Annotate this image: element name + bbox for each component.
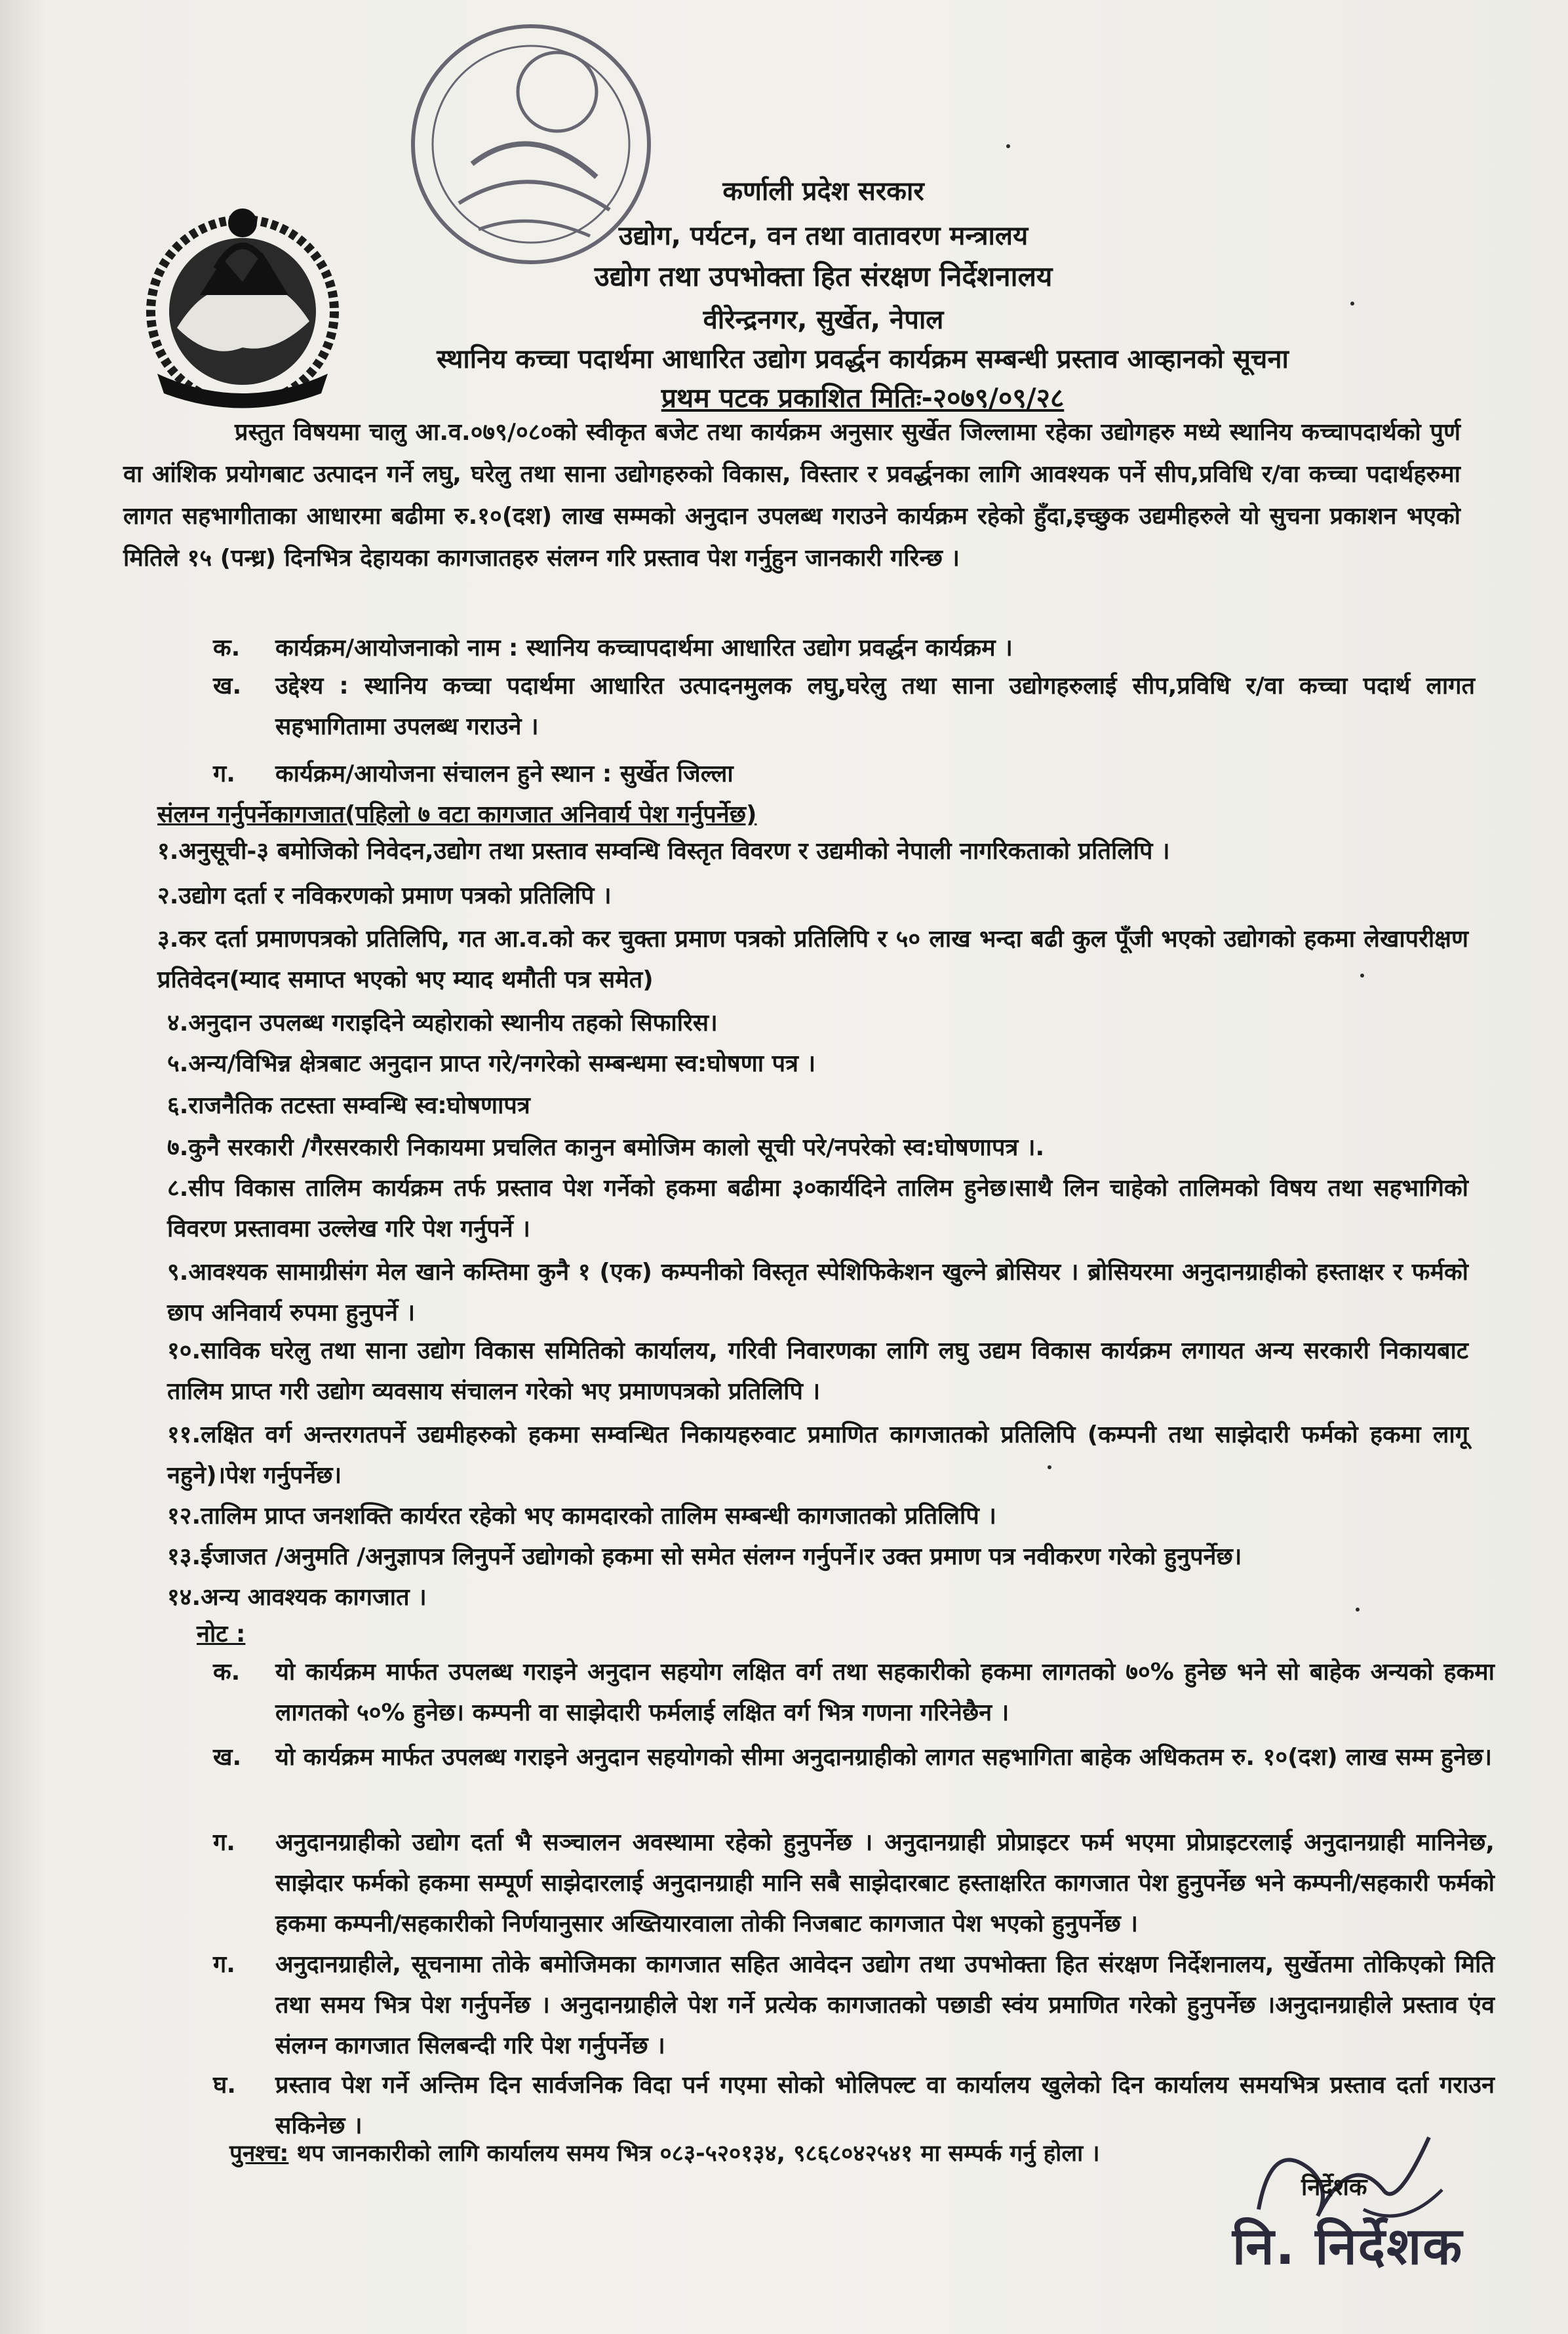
note-item: [213, 1737, 1495, 1778]
document-item: ९.आवश्यक सामाग्रीसंग मेल खाने कम्तिमा कुनै १ (एक) कम्पनीको विस्तृत स्पेशिफिकेशन खुल्ने ब्रोसियर । ब्रोसियरमा अनुदानग्राहीको हस्ताक्षर र फर्मको छाप अनिवार्य रुपमा हुनुपर्ने ।: [167, 1259, 1468, 1326]
office-address: वीरेन्द्रनगर, सुर्खेत, नेपाल: [703, 305, 944, 335]
scan-speck: [1048, 1465, 1051, 1469]
documents-heading: संलग्न गर्नुपर्नेकागजात(पहिलो ७ वटा कागजात अनिवार्य पेश गर्नुपर्नेछ): [157, 801, 757, 828]
note-item-text: अनुदानग्राहीको उद्योग दर्ता भै सञ्चालन अवस्थामा रहेको हुनुपर्नेछ । अनुदानग्राही प्रोप्राइटर फर्म भएमा प्रोप्राइटरलाई अनुदानग्राही मानिनेछ, साझेदार फर्मको हकमा सम्पूर्ण साझेदारलाई अनुदानग्राही मानि सबै साझेदारबाट हस्ताक्षरित कागजात पेश हुनुपर्नेछ भने कम्पनी/सहकारी फर्मको हकमा कम्पनी/सहकारीको निर्णयानुसार अख्तियारवाला तोकी निजबाट कागजात पेश भएको हुनुपर्नेछ ।: [275, 1829, 1495, 1937]
document-item: १४.अन्य आवश्यक कागजात ।: [167, 1584, 427, 1611]
note-item: [213, 1652, 1495, 1733]
intro-paragraph: प्रस्तुत विषयमा चालु आ.व.०७९/०८०को स्वीकृत बजेट तथा कार्यक्रम अनुसार सुर्खेत जिल्लामा रहेका उद्योगहरु मध्ये स्थानिय कच्चापदार्थको पुर्ण वा आंशिक प्रयोगबाट उत्पादन गर्ने लघु, घरेलु तथा साना उद्योगहरुको विकास, विस्तार र प्रवर्द्धनका लागि आवश्यक पर्ने सीप,प्रविधि र/वा कच्चा पदार्थहरुमा लागत सहभागीताका आधारमा बढीमा रु.१०(दश) लाख सम्मको अनुदान उपलब्ध गराउने कार्यक्रम रहेको हुँदा,इच्छुक उद्यमीहरुले यो सुचना प्रकाशन भएको मितिले १५ (पन्ध्र) दिनभित्र देहायका कागजातहरु संलग्न गरि प्रस्ताव पेश गर्नुहुन जानकारी गरिन्छ ।: [123, 419, 1460, 572]
program-item-label: ग.: [213, 761, 235, 787]
notice-subject: स्थानिय कच्चा पदार्थमा आधारित उद्योग प्रवर्द्धन कार्यक्रम सम्बन्धी प्रस्ताव आव्हानको सूचना: [437, 344, 1289, 374]
note-heading: नोट :: [197, 1621, 246, 1648]
directorate-name: उद्योग तथा उपभोक्ता हित संरक्षण निर्देशनालय: [594, 260, 1053, 292]
document-item: १०.साविक घरेलु तथा साना उद्योग विकास समितिको कार्यालय, गरिवी निवारणका लागि लघु उद्यम विकास कार्यक्रम लगायत अन्य सरकारी निकायबाट तालिम प्राप्त गरी उद्योग व्यवसाय संचालन गरेको भए प्रमाणपत्रको प्रतिलिपि ।: [167, 1337, 1468, 1405]
document-item: ३.कर दर्ता प्रमाणपत्रको प्रतिलिपि, गत आ.व.को कर चुक्ता प्रमाण पत्रको प्रतिलिपि र ५० लाख भन्दा बढी कुल पूँजी भएको उद्योगको हकमा लेखापरीक्षण प्रतिवेदन(म्याद समाप्त भएको भए म्याद थमौती पत्र समेत): [157, 926, 1468, 993]
note-item: [213, 1823, 1495, 1945]
note-item-label: ग.: [213, 1951, 235, 1978]
program-item-text: उद्देश्य : स्थानिय कच्चा पदार्थमा आधारित उत्पादनमुलक लघु,घरेलु तथा साना उद्योगहरुलाई सीप,प्रविधि र/वा कच्चा पदार्थ लागत सहभागितामा उपलब्ध गराउने ।: [275, 673, 1475, 740]
ministry-name: उद्योग, पर्यटन, वन तथा वातावरण मन्त्रालय: [618, 221, 1029, 251]
program-item-label: ख.: [213, 673, 242, 700]
scan-speck: [1356, 1608, 1360, 1612]
scan-speck: [1360, 974, 1364, 978]
footer-note: [229, 2133, 1278, 2174]
program-item: [213, 754, 1475, 795]
scan-speck: [1006, 144, 1010, 148]
program-item: [213, 666, 1475, 747]
signatory-stamp: नि. निर्देशक: [1232, 2217, 1464, 2276]
note-item-text: यो कार्यक्रम मार्फत उपलब्ध गराइने अनुदान सहयोगको सीमा अनुदानग्राहीको लागत सहभागिता बाहेक अधिकतम रु. १०(दश) लाख सम्म हुनेछ।: [275, 1744, 1492, 1771]
document-item: १.अनुसूची-३ बमोजिको निवेदन,उद्योग तथा प्रस्ताव सम्वन्धि विस्तृत विवरण र उद्यमीको नेपाली नागरिकताको प्रतिलिपि ।: [157, 838, 1170, 865]
note-item-label: घ.: [213, 2072, 236, 2099]
note-item-text: अनुदानग्राहीले, सूचनामा तोके बमोजिमका कागजात सहित आवेदन उद्योग तथा उपभोक्ता हित संरक्षण निर्देशनालय, सुर्खेतमा तोकिएको मिति तथा समय भित्र पेश गर्नुपर्नेछ । अनुदानग्राहीले पेश गर्ने प्रत्येक कागजातको पछाडी स्वंय प्रमाणित गरेको हुनुपर्नेछ ।अनुदानग्राहीले प्रस्ताव एंव संलग्न कागजात सिलबन्दी गरि पेश गर्नुपर्नेछ ।: [275, 1951, 1495, 2059]
program-item-label: क.: [213, 635, 241, 662]
publish-date: प्रथम पटक प्रकाशित मितिः-२०७९/०९/२८: [661, 382, 1065, 414]
document-item: ११.लक्षित वर्ग अन्तरगतपर्ने उद्यमीहरुको हकमा सम्वन्धित निकायहरुवाट प्रमाणित कागजातको प्रतिलिपि (कम्पनी तथा साझेदारी फर्मको हकमा लागू नहुने)।पेश गर्नुपर्नेछ।: [167, 1421, 1468, 1489]
document-item: १२.तालिम प्राप्त जनशक्ति कार्यरत रहेको भए कामदारको तालिम सम्बन्धी कागजातको प्रतिलिपि ।: [167, 1503, 996, 1530]
document-item: १३.ईजाजत /अनुमति /अनुज्ञापत्र लिनुपर्ने उद्योगको हकमा सो समेत संलग्न गर्नुपर्ने।र उक्त प्रमाण पत्र नवीकरण गरेको हुनुपर्नेछ।: [167, 1543, 1242, 1570]
document-item: ६.राजनैतिक तटस्ता सम्वन्धि स्व:घोषणापत्र: [167, 1092, 530, 1119]
footer-text: थप जानकारीको लागि कार्यालय समय भित्र ०८३-५२०१३४, ९८६८०४२५४१ मा सम्पर्क गर्नु होला ।: [296, 2141, 1100, 2167]
document-item: ५.अन्य/विभिन्न क्षेत्रबाट अनुदान प्राप्त गरे/नगरेको सम्बन्धमा स्व:घोषणा पत्र ।: [167, 1050, 816, 1077]
scan-speck: [1350, 302, 1354, 306]
government-name: कर्णाली प्रदेश सरकार: [722, 176, 924, 207]
document-item: ४.अनुदान उपलब्ध गराइदिने व्यहोराको स्थानीय तहको सिफारिस।: [167, 1010, 718, 1037]
note-item-text: यो कार्यक्रम मार्फत उपलब्ध गराइने अनुदान सहयोग लक्षित वर्ग तथा सहकारीको हकमा लागतको ७०% हुनेछ भने सो बाहेक अन्यको हकमा लागतको ५०% हुनेछ। कम्पनी वा साझेदारी फर्मलाई लक्षित वर्ग भित्र गणना गरिनेछैन ।: [275, 1659, 1495, 1726]
note-item-label: ग.: [213, 1829, 235, 1856]
program-item-text: कार्यक्रम/आयोजनाको नाम : स्थानिय कच्चापदार्थमा आधारित उद्योग प्रवर्द्धन कार्यक्रम ।: [275, 635, 1013, 662]
document-item: ७.कुनै सरकारी /गैरसरकारी निकायमा प्रचलित कानुन बमोजिम कालो सूची परे/नपरेको स्व:घोषणापत्र ।.: [167, 1134, 1045, 1161]
note-item-label: ख.: [213, 1744, 242, 1771]
program-item: [213, 628, 1475, 669]
signatory-title: निर्देशक: [1301, 2174, 1367, 2201]
document-item: ८.सीप विकास तालिम कार्यक्रम तर्फ प्रस्ताव पेश गर्नेको हकमा बढीमा ३०कार्यदिने तालिम हुनेछ।साथै लिन चाहेको तालिमको विषय तथा सहभागिको विवरण प्रस्तावमा उल्लेख गरि पेश गर्नुपर्ने ।: [167, 1175, 1468, 1242]
note-item-label: क.: [213, 1659, 241, 1686]
program-item-text: कार्यक्रम/आयोजना संचालन हुने स्थान : सुर्खेत जिल्ला: [275, 761, 734, 787]
note-item: [213, 1945, 1495, 2067]
footer-label: पुनश्च:: [229, 2141, 289, 2167]
note-item-text: प्रस्ताव पेश गर्ने अन्तिम दिन सार्वजनिक विदा पर्न गएमा सोको भोलिपल्ट वा कार्यालय खुलेको दिन कार्यालय समयभित्र प्रस्ताव दर्ता गराउन सकिनेछ ।: [275, 2072, 1495, 2139]
document-item: २.उद्योग दर्ता र नविकरणको प्रमाण पत्रको प्रतिलिपि ।: [157, 882, 612, 909]
